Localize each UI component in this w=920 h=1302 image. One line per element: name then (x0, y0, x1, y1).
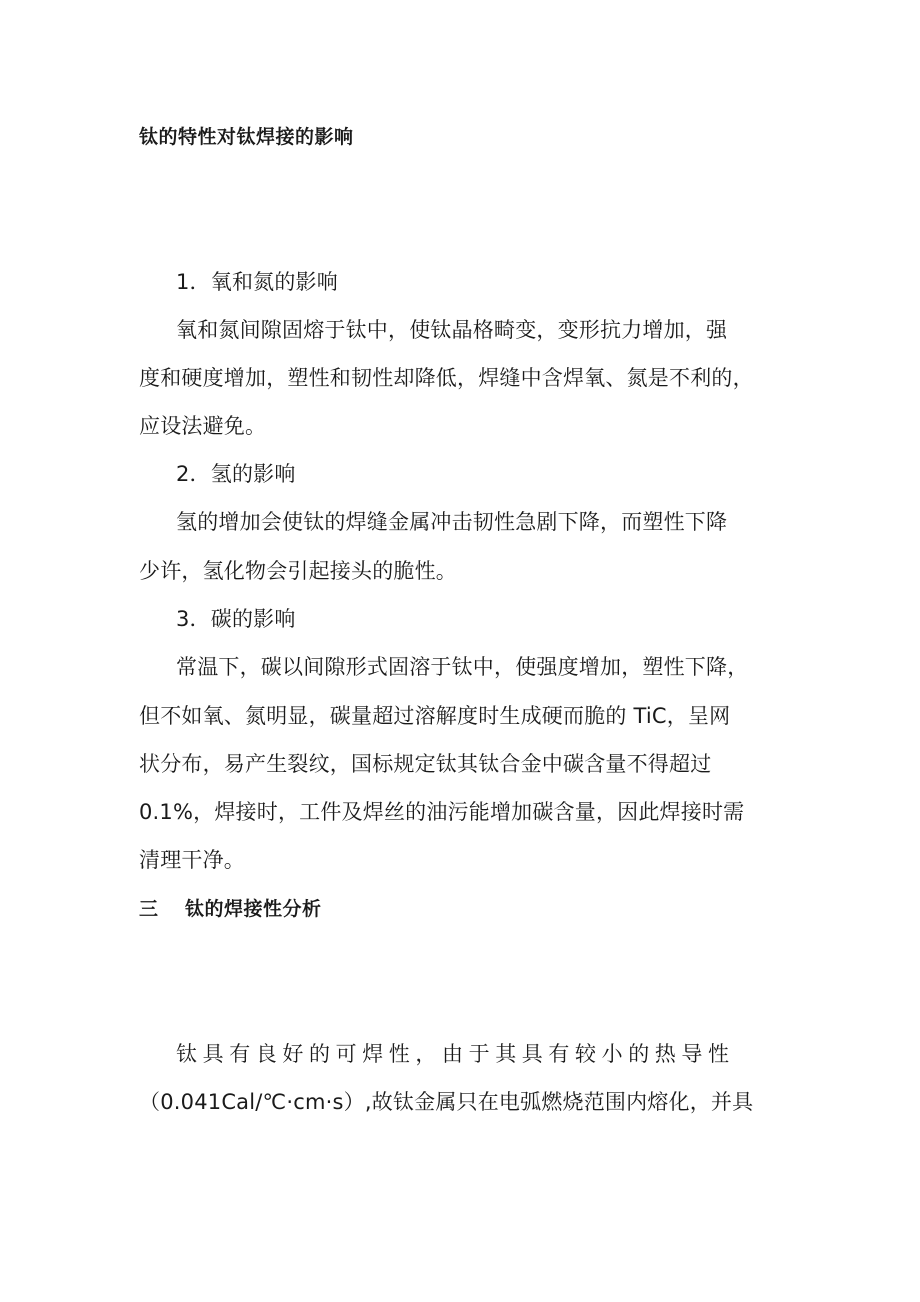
weldability-line-2: （0.041Cal/℃·cm·s）,故钛金属只在电弧燃烧范围内熔化，并具 (139, 1090, 754, 1114)
section-3-number: 三 (139, 898, 159, 920)
weldability-line-1: 钛具有良好的可焊性，由于其具有较小的热导性 (176, 1042, 735, 1066)
oxygen-nitrogen-line-3: 应设法避免。 (139, 414, 267, 438)
hydrogen-heading: 2．氢的影响 (176, 462, 296, 486)
document-title: 钛的特性对钛焊接的影响 (139, 126, 354, 148)
hydrogen-line-2: 少许，氢化物会引起接头的脆性。 (139, 559, 457, 583)
oxygen-nitrogen-line-1: 氧和氮间隙固熔于钛中，使钛晶格畸变，变形抗力增加，强 (176, 318, 728, 342)
section-3-title: 钛的焊接性分析 (185, 898, 322, 920)
section-3-heading (139, 893, 322, 925)
hydrogen-line-1: 氢的增加会使钛的焊缝金属冲击韧性急剧下降，而塑性下降 (176, 510, 728, 534)
oxygen-nitrogen-line-2: 度和硬度增加，塑性和韧性却降低，焊缝中含焊氧、氮是不利的， (139, 366, 754, 390)
carbon-heading: 3．碳的影响 (176, 607, 296, 631)
carbon-line-1: 常温下，碳以间隙形式固溶于钛中，使强度增加，塑性下降， (176, 655, 749, 679)
carbon-line-2: 但不如氧、氮明显，碳量超过溶解度时生成硬而脆的 TiC，呈网 (139, 704, 731, 728)
carbon-line-3: 状分布，易产生裂纹，国标规定钛其钛合金中碳含量不得超过 (139, 752, 712, 776)
carbon-line-4: 0.1%，焊接时，工件及焊丝的油污能增加碳含量，因此焊接时需 (139, 800, 745, 824)
oxygen-nitrogen-heading: 1．氧和氮的影响 (176, 270, 338, 294)
carbon-line-5: 清理干净。 (139, 848, 245, 872)
